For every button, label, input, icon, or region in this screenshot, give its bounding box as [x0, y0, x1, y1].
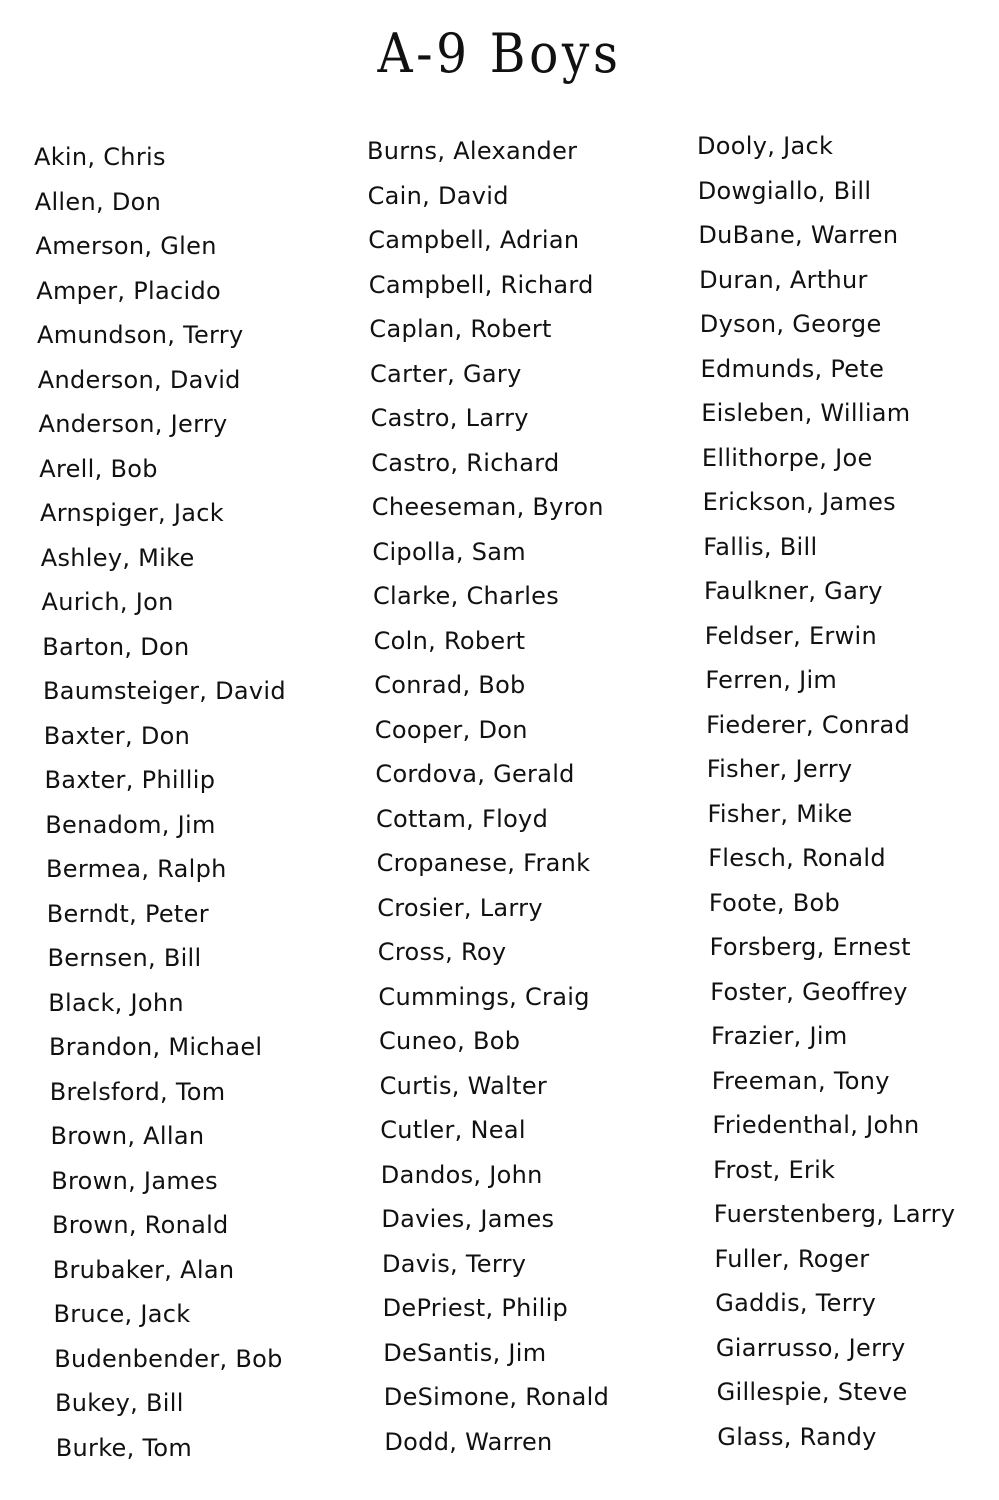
name-entry: Campbell, Richard [368, 270, 594, 299]
name-entry: Cottam, Floyd [376, 804, 549, 833]
name-entry: Coln, Robert [373, 626, 526, 655]
name-entry: Erickson, James [702, 488, 896, 516]
name-entry: Fisher, Mike [707, 799, 853, 828]
name-entry: Foster, Geoffrey [710, 977, 908, 1006]
name-entry: Baxter, Don [43, 721, 191, 750]
name-entry: Fuerstenberg, Larry [713, 1200, 956, 1228]
name-entry: Cooper, Don [374, 715, 528, 744]
name-entry: Amerson, Glen [35, 232, 217, 260]
name-entry: Brubaker, Alan [52, 1255, 235, 1284]
name-entry: Carter, Gary [370, 359, 522, 388]
name-entry: Foote, Bob [708, 888, 841, 917]
name-entry: Dyson, George [699, 310, 882, 338]
name-entry: Friedenthal, John [712, 1111, 920, 1139]
page-title: A-9 Boys [377, 22, 622, 85]
name-entry: Davies, James [381, 1205, 555, 1233]
name-entry: DeSantis, Jim [383, 1338, 547, 1367]
name-entry: Allen, Don [34, 187, 162, 216]
name-entry: Faulkner, Gary [704, 577, 883, 605]
name-entry: Bermea, Ralph [46, 855, 227, 883]
name-entry: Curtis, Walter [379, 1071, 548, 1100]
name-entry: Amundson, Terry [37, 321, 244, 349]
name-entry: Cropanese, Frank [376, 849, 591, 877]
name-entry: Castro, Larry [370, 404, 529, 432]
name-entry: Duran, Arthur [699, 265, 868, 294]
name-entry: Dandos, John [380, 1160, 543, 1189]
name-entry: Caplan, Robert [369, 315, 552, 343]
name-entry: Crosier, Larry [377, 893, 543, 922]
name-entry: DuBane, Warren [698, 221, 899, 249]
name-entry: Eisleben, William [701, 399, 911, 427]
name-entry: Fisher, Jerry [706, 755, 853, 783]
name-entry: Dowgiallo, Bill [697, 176, 872, 205]
name-entry: Forsberg, Ernest [709, 933, 911, 961]
name-entry: Flesch, Ronald [708, 844, 886, 872]
name-entry: Clarke, Charles [373, 582, 560, 610]
name-entry: Bernsen, Bill [47, 944, 202, 972]
name-entry: Brown, Allan [50, 1122, 205, 1150]
name-entry: Glass, Randy [717, 1422, 877, 1451]
name-entry: Budenbender, Bob [54, 1344, 283, 1373]
name-entry: Brown, James [51, 1166, 218, 1195]
name-entry: Fallis, Bill [703, 532, 818, 561]
name-entry: Anderson, Jerry [38, 410, 228, 438]
name-entry: Gillespie, Steve [716, 1378, 908, 1406]
name-entry: Benadom, Jim [45, 810, 216, 839]
name-entry: Arnspiger, Jack [40, 499, 224, 527]
name-entry: Dodd, Warren [384, 1427, 553, 1456]
name-entry: Fiederer, Conrad [706, 710, 911, 739]
name-entry: Castro, Richard [371, 448, 560, 477]
name-entry: Cordova, Gerald [375, 760, 575, 788]
name-entry: Berndt, Peter [46, 899, 209, 928]
name-entry: Brelsford, Tom [49, 1077, 226, 1106]
name-entry: Black, John [48, 988, 184, 1017]
name-entry: Burke, Tom [55, 1433, 193, 1462]
name-entry: Barton, Don [42, 632, 190, 661]
name-entry: Cheeseman, Byron [371, 493, 604, 521]
name-entry: Bruce, Jack [53, 1300, 191, 1328]
name-entry: Ellithorpe, Joe [701, 443, 873, 472]
name-entry: Cuneo, Bob [379, 1027, 521, 1055]
name-entry: Cummings, Craig [378, 982, 590, 1011]
name-entry: Aurich, Jon [41, 588, 174, 616]
name-entry: Baumsteiger, David [43, 677, 286, 705]
name-entry: Feldser, Erwin [704, 621, 877, 650]
name-entry: Dooly, Jack [697, 132, 834, 160]
name-entry: Cross, Roy [377, 938, 507, 966]
name-entry: Brown, Ronald [52, 1211, 229, 1239]
name-entry: Freeman, Tony [711, 1066, 890, 1095]
name-entry: Cipolla, Sam [372, 537, 526, 566]
name-entry: DePriest, Philip [382, 1294, 569, 1322]
name-entry: Amper, Placido [36, 276, 222, 305]
name-entry: DeSimone, Ronald [383, 1383, 610, 1411]
name-entry: Anderson, David [37, 365, 241, 394]
name-entry: Burns, Alexander [367, 137, 578, 165]
name-entry: Bukey, Bill [55, 1389, 184, 1417]
name-entry: Akin, Chris [34, 143, 166, 171]
name-entry: Cutler, Neal [380, 1116, 526, 1144]
name-entry: Gaddis, Terry [715, 1289, 877, 1317]
name-entry: Baxter, Phillip [44, 766, 216, 794]
name-entry: Campbell, Adrian [368, 226, 580, 254]
name-entry: Ashley, Mike [40, 543, 195, 572]
name-entry: Brandon, Michael [49, 1033, 263, 1061]
name-entry: Arell, Bob [39, 454, 158, 483]
name-entry: Frost, Erik [713, 1155, 836, 1184]
name-entry: Ferren, Jim [705, 666, 838, 694]
name-entry: Fuller, Roger [714, 1244, 870, 1273]
name-entry: Edmunds, Pete [700, 354, 885, 383]
name-entry: Giarrusso, Jerry [715, 1333, 906, 1362]
name-entry: Cain, David [367, 181, 509, 210]
name-entry: Conrad, Bob [374, 671, 526, 699]
name-entry: Davis, Terry [382, 1249, 527, 1278]
name-entry: Frazier, Jim [711, 1022, 848, 1050]
